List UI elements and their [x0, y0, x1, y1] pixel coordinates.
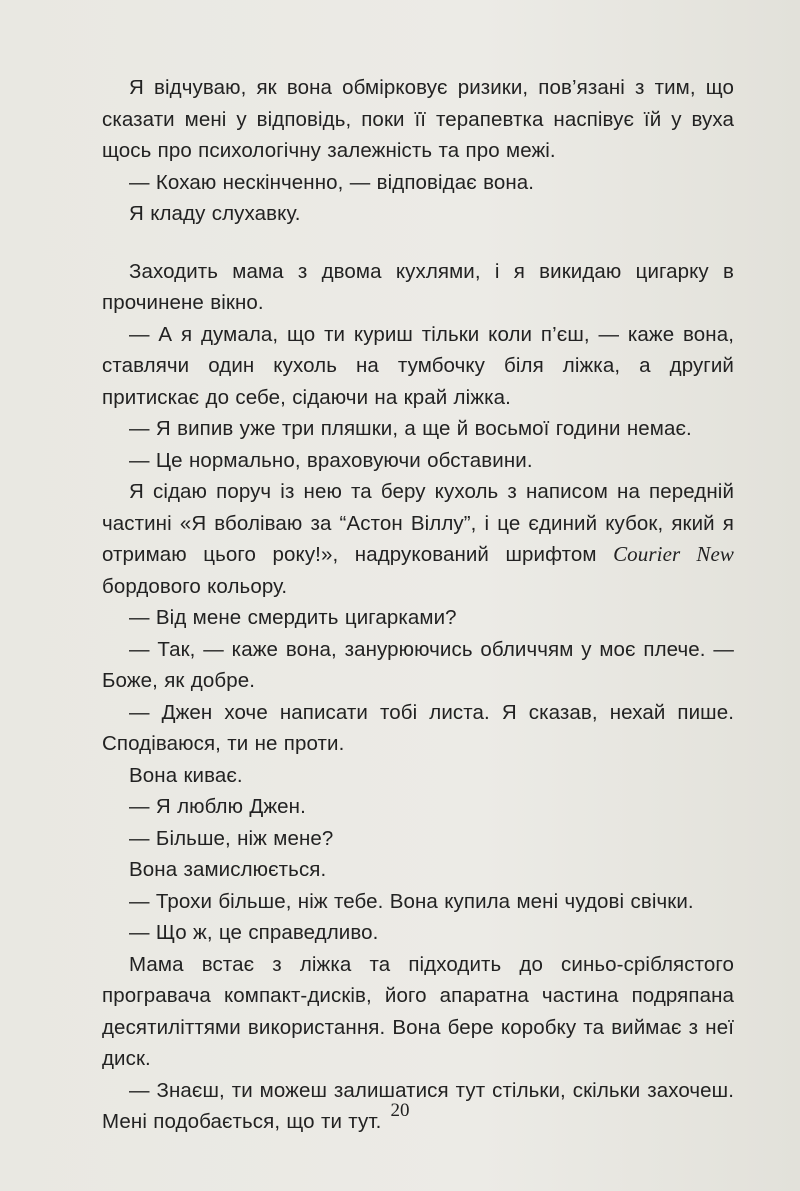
page-text	[102, 72, 734, 1138]
paragraph: — Кохаю нескінченно, — відповідає вона.	[129, 170, 535, 194]
paragraph: — А я думала, що ти куриш тільки коли п’єш, — каже вона, ставлячи один кухоль на тумбочку біля ліжка, а другий притискає до себе, сідаючи на край ліжка.	[102, 322, 734, 409]
paragraph-text-tail: бордового кольору.	[102, 574, 288, 598]
paragraph: Я відчуваю, як вона обмірковує ризики, пов’язані з тим, що сказати мені у відповідь, поки її терапевтка наспівує їй у вуха щось про психологічну залежність та про межі.	[102, 76, 734, 162]
paragraph: — Так, — каже вона, занурюючись обличчям у моє плече. — Боже, як добре.	[102, 637, 734, 692]
paragraph-with-italic	[102, 476, 734, 602]
paragraph: Я кладу слухавку.	[129, 202, 301, 225]
paragraph: — Більше, ніж мене?	[129, 826, 334, 850]
paragraph: Вона замислюється.	[129, 858, 327, 881]
paragraph: — Трохи більше, ніж тебе. Вона купила мені чудові свічки.	[129, 889, 694, 913]
paragraph: — Джен хоче написати тобі листа. Я сказав, нехай пише. Сподіваюся, ти не проти.	[102, 700, 734, 755]
paragraph: — Знаєш, ти можеш залишатися тут стільки, скільки захочеш. Мені подобається, що ти тут.	[102, 1078, 734, 1133]
page-number: 20	[390, 1100, 410, 1121]
paragraph-text: Я сідаю поруч із нею та беру кухоль з написом на передній частині «Я вболіваю за “Астон Віллу”, і це єдиний кубок, який я отримаю цього року!», надрукований шрифтом	[102, 480, 734, 566]
paragraph: Мама встає з ліжка та підходить до синьо-сріблястого програвача компакт-дисків, його апаратна частина подряпана десятиліттями використання. Вона бере коробку та виймає з неї диск.	[102, 952, 734, 1070]
paragraph: — Я люблю Джен.	[129, 795, 306, 818]
paragraph: Вона киває.	[129, 763, 243, 787]
paragraph: — Що ж, це справедливо.	[129, 921, 379, 944]
paragraph: — Я випив уже три пляшки, а ще й восьмої години немає.	[129, 417, 692, 440]
paragraph: Заходить мама з двома кухлями, і я викидаю цигарку в прочинене вікно.	[102, 259, 734, 314]
paragraph: — Від мене смердить цигарками?	[129, 606, 457, 629]
italic-font-name: Courier New	[613, 542, 734, 566]
paragraph: — Це нормально, враховуючи обставини.	[129, 448, 533, 472]
